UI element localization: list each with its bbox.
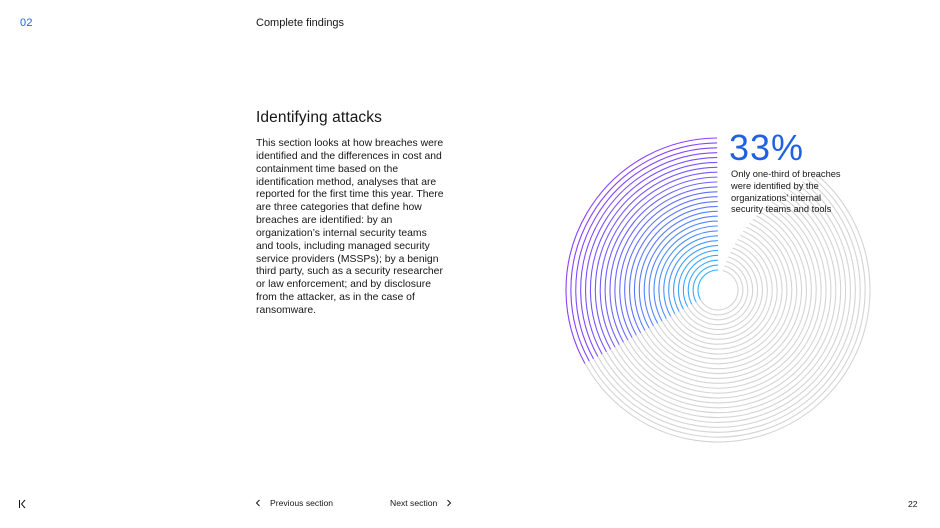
ring-arc-highlighted: [659, 231, 718, 319]
ring-arc-remaining: [615, 193, 835, 408]
section-title[interactable]: Complete findings: [256, 17, 345, 29]
ring-arc-highlighted: [615, 187, 717, 340]
ring-arc-highlighted: [566, 138, 717, 363]
ring-arc-remaining: [628, 202, 821, 393]
next-section-link[interactable]: [390, 498, 453, 508]
page-heading: Identifying attacks: [256, 109, 382, 126]
ring-arc-highlighted: [698, 270, 718, 300]
stat-caption: Only one-third of breaches were identified by the organizations’ internal security teams and tools: [731, 169, 841, 215]
page-number: 22: [908, 499, 918, 509]
ring-arc-remaining: [637, 209, 812, 384]
previous-section-link[interactable]: [254, 498, 333, 508]
skip-to-first-button[interactable]: [16, 497, 30, 511]
ring-arc-remaining: [692, 262, 748, 320]
ring-arc-remaining: [701, 271, 738, 310]
skip-to-first-icon: [16, 497, 30, 511]
ring-arc-highlighted: [610, 182, 717, 342]
previous-section-label: Previous section: [270, 498, 334, 508]
next-section-label: Next section: [390, 498, 438, 508]
ring-arc-remaining: [696, 266, 743, 315]
chevron-left-icon: [254, 498, 262, 508]
body-paragraph: This section looks at how breaches were identified and the differences in cost and containment time based on the identification method, analyses that are reported for the first time this year. There are three categories that define how breaches are identified: by an organization’s internal security teams and tools, including managed security service providers (MSSPs); by a benign third party, such as a security researcher or law enforcement; and by disclosure from the attacker, as in the case of ransomware.: [256, 138, 444, 316]
ring-arc-highlighted: [595, 167, 717, 349]
stat-value: 33%: [729, 127, 805, 168]
ring-arc-highlighted: [664, 236, 718, 316]
section-number: 02: [20, 17, 33, 29]
chevron-right-icon: [445, 498, 453, 508]
ring-arc-remaining: [632, 205, 816, 388]
